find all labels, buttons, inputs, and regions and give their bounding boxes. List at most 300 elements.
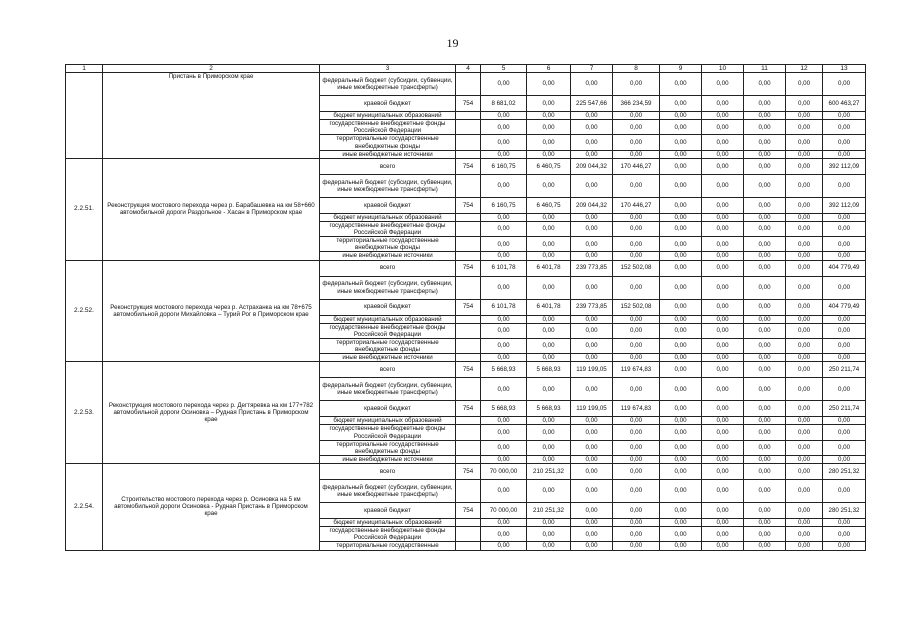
- amount-cell: 0,00: [613, 354, 660, 362]
- budget-code: [456, 527, 481, 542]
- amount-cell: 0,00: [786, 112, 823, 120]
- amount-cell: 0,00: [660, 174, 702, 197]
- amount-cell: 0,00: [527, 417, 571, 425]
- amount-cell: 0,00: [660, 542, 702, 550]
- funding-source: краевой бюджет: [320, 96, 456, 112]
- amount-cell: 0,00: [527, 323, 571, 338]
- amount-cell: 0,00: [481, 425, 527, 440]
- amount-cell: 0,00: [823, 73, 866, 96]
- amount-cell: 0,00: [571, 174, 613, 197]
- funding-source: федеральный бюджет (субсидии, субвенции, иные межбюджетные трансферты): [320, 378, 456, 401]
- amount-cell: 600 463,27: [823, 96, 866, 112]
- amount-cell: 0,00: [702, 323, 744, 338]
- amount-cell: 8 681,02: [481, 96, 527, 112]
- amount-cell: 0,00: [571, 135, 613, 150]
- amount-cell: 0,00: [744, 276, 786, 299]
- amount-cell: 0,00: [823, 480, 866, 503]
- amount-cell: 0,00: [571, 323, 613, 338]
- amount-cell: 0,00: [744, 252, 786, 260]
- amount-cell: 0,00: [527, 252, 571, 260]
- amount-cell: 0,00: [660, 417, 702, 425]
- amount-cell: 0,00: [527, 338, 571, 353]
- amount-cell: 404 779,49: [823, 299, 866, 315]
- amount-cell: 0,00: [702, 378, 744, 401]
- header-cell: 5: [481, 65, 527, 73]
- amount-cell: 0,00: [702, 135, 744, 150]
- amount-cell: 6 160,75: [481, 158, 527, 174]
- amount-cell: 0,00: [702, 221, 744, 236]
- amount-cell: 0,00: [744, 401, 786, 417]
- amount-cell: 0,00: [744, 362, 786, 378]
- funding-source: федеральный бюджет (субсидии, субвенции, иные межбюджетные трансферты): [320, 276, 456, 299]
- amount-cell: 0,00: [744, 112, 786, 120]
- item-code: 2.2.54.: [66, 464, 103, 551]
- amount-cell: 0,00: [823, 338, 866, 353]
- amount-cell: 6 101,78: [481, 299, 527, 315]
- amount-cell: 70 000,00: [481, 464, 527, 480]
- header-cell: 10: [702, 65, 744, 73]
- amount-cell: 0,00: [786, 252, 823, 260]
- budget-code: [456, 440, 481, 455]
- amount-cell: 0,00: [613, 503, 660, 519]
- funding-source: территориальные государственные: [320, 542, 456, 550]
- amount-cell: 0,00: [660, 276, 702, 299]
- header-cell: 13: [823, 65, 866, 73]
- amount-cell: 152 502,08: [613, 260, 660, 276]
- amount-cell: 0,00: [571, 73, 613, 96]
- amount-cell: 0,00: [571, 120, 613, 135]
- amount-cell: 0,00: [613, 480, 660, 503]
- amount-cell: 0,00: [481, 354, 527, 362]
- funding-source: всего: [320, 158, 456, 174]
- table-row: [66, 260, 866, 276]
- amount-cell: 0,00: [823, 417, 866, 425]
- item-code: 2.2.51.: [66, 158, 103, 260]
- amount-cell: 0,00: [481, 120, 527, 135]
- amount-cell: 0,00: [613, 135, 660, 150]
- amount-cell: 0,00: [823, 519, 866, 527]
- funding-source: иные внебюджетные источники: [320, 455, 456, 463]
- amount-cell: 0,00: [744, 96, 786, 112]
- amount-cell: 0,00: [702, 315, 744, 323]
- budget-code: 754: [456, 362, 481, 378]
- table-row: [66, 73, 866, 96]
- funding-source: федеральный бюджет (субсидии, субвенции, иные межбюджетные трансферты): [320, 174, 456, 197]
- amount-cell: 0,00: [786, 174, 823, 197]
- amount-cell: 0,00: [613, 252, 660, 260]
- funding-source: краевой бюджет: [320, 503, 456, 519]
- amount-cell: 0,00: [481, 455, 527, 463]
- budget-code: [456, 519, 481, 527]
- amount-cell: 0,00: [527, 237, 571, 252]
- funding-source: государственные внебюджетные фонды Российской Федерации: [320, 323, 456, 338]
- amount-cell: 0,00: [613, 73, 660, 96]
- amount-cell: 0,00: [823, 120, 866, 135]
- budget-code: 754: [456, 464, 481, 480]
- amount-cell: 0,00: [702, 150, 744, 158]
- amount-cell: 0,00: [660, 338, 702, 353]
- amount-cell: 0,00: [660, 221, 702, 236]
- amount-cell: 0,00: [660, 401, 702, 417]
- amount-cell: 0,00: [481, 338, 527, 353]
- amount-cell: 0,00: [481, 417, 527, 425]
- budget-code: [456, 237, 481, 252]
- header-cell: 6: [527, 65, 571, 73]
- amount-cell: 0,00: [786, 299, 823, 315]
- amount-cell: 170 446,27: [613, 158, 660, 174]
- budget-code: 754: [456, 197, 481, 213]
- funding-source: государственные внебюджетные фонды Российской Федерации: [320, 120, 456, 135]
- amount-cell: 0,00: [527, 527, 571, 542]
- amount-cell: 0,00: [571, 455, 613, 463]
- budget-code: 754: [456, 260, 481, 276]
- amount-cell: 0,00: [527, 315, 571, 323]
- amount-cell: 0,00: [571, 527, 613, 542]
- amount-cell: 404 779,49: [823, 260, 866, 276]
- funding-source: краевой бюджет: [320, 197, 456, 213]
- amount-cell: 0,00: [527, 455, 571, 463]
- header-cell: 8: [613, 65, 660, 73]
- amount-cell: 0,00: [744, 425, 786, 440]
- amount-cell: 0,00: [786, 542, 823, 550]
- amount-cell: 0,00: [786, 378, 823, 401]
- amount-cell: 0,00: [786, 213, 823, 221]
- amount-cell: 0,00: [660, 135, 702, 150]
- budget-code: [456, 417, 481, 425]
- funding-source: федеральный бюджет (субсидии, субвенции, иные межбюджетные трансферты): [320, 480, 456, 503]
- amount-cell: 0,00: [823, 378, 866, 401]
- funding-source: территориальные государственные внебюджетные фонды: [320, 440, 456, 455]
- amount-cell: 0,00: [786, 96, 823, 112]
- amount-cell: 0,00: [571, 213, 613, 221]
- amount-cell: 6 160,75: [481, 197, 527, 213]
- amount-cell: 0,00: [744, 440, 786, 455]
- amount-cell: 0,00: [702, 260, 744, 276]
- amount-cell: 0,00: [613, 323, 660, 338]
- funding-table: [65, 64, 866, 551]
- funding-source: краевой бюджет: [320, 299, 456, 315]
- amount-cell: 209 044,32: [571, 158, 613, 174]
- amount-cell: 210 251,32: [527, 503, 571, 519]
- amount-cell: 0,00: [613, 378, 660, 401]
- amount-cell: 0,00: [613, 237, 660, 252]
- funding-source: всего: [320, 464, 456, 480]
- amount-cell: 0,00: [660, 213, 702, 221]
- budget-code: 754: [456, 96, 481, 112]
- budget-code: [456, 315, 481, 323]
- amount-cell: 0,00: [702, 455, 744, 463]
- amount-cell: 0,00: [823, 252, 866, 260]
- amount-cell: 0,00: [823, 112, 866, 120]
- amount-cell: 0,00: [786, 527, 823, 542]
- amount-cell: 0,00: [481, 221, 527, 236]
- amount-cell: 0,00: [660, 252, 702, 260]
- amount-cell: 0,00: [571, 252, 613, 260]
- amount-cell: 0,00: [660, 158, 702, 174]
- amount-cell: 0,00: [527, 150, 571, 158]
- budget-code: [456, 150, 481, 158]
- funding-source: территориальные государственные внебюджетные фонды: [320, 135, 456, 150]
- amount-cell: 0,00: [660, 96, 702, 112]
- amount-cell: 0,00: [613, 221, 660, 236]
- funding-source: федеральный бюджет (субсидии, субвенции, иные межбюджетные трансферты): [320, 73, 456, 96]
- amount-cell: 0,00: [481, 480, 527, 503]
- amount-cell: 0,00: [702, 417, 744, 425]
- amount-cell: 5 668,93: [481, 401, 527, 417]
- amount-cell: 0,00: [823, 276, 866, 299]
- amount-cell: 280 251,32: [823, 503, 866, 519]
- amount-cell: 0,00: [702, 174, 744, 197]
- amount-cell: 210 251,32: [527, 464, 571, 480]
- funding-source: бюджет муниципальных образований: [320, 112, 456, 120]
- amount-cell: 0,00: [660, 440, 702, 455]
- amount-cell: 0,00: [702, 542, 744, 550]
- amount-cell: 0,00: [613, 112, 660, 120]
- item-description: Реконструкция мостового перехода через р. Барабашевка на км 58+660 автомобильной дороги Раздольное - Хасан в Приморском крае: [103, 158, 320, 260]
- amount-cell: 0,00: [571, 519, 613, 527]
- amount-cell: 0,00: [786, 362, 823, 378]
- item-description: Реконструкция мостового перехода через р. Астраханка на км 78+675 автомобильной дороги Михайловка – Турий Рог в Приморском крае: [103, 260, 320, 362]
- amount-cell: 239 773,85: [571, 299, 613, 315]
- amount-cell: 0,00: [744, 542, 786, 550]
- amount-cell: 392 112,09: [823, 158, 866, 174]
- page-number: 19: [446, 36, 459, 50]
- amount-cell: 0,00: [702, 237, 744, 252]
- amount-cell: 0,00: [660, 150, 702, 158]
- amount-cell: 0,00: [744, 323, 786, 338]
- amount-cell: 0,00: [571, 542, 613, 550]
- amount-cell: 225 547,66: [571, 96, 613, 112]
- amount-cell: 0,00: [744, 519, 786, 527]
- amount-cell: 0,00: [786, 237, 823, 252]
- amount-cell: 0,00: [702, 519, 744, 527]
- amount-cell: 0,00: [823, 213, 866, 221]
- amount-cell: 0,00: [571, 112, 613, 120]
- header-cell: 12: [786, 65, 823, 73]
- amount-cell: 0,00: [613, 519, 660, 527]
- budget-code: [456, 213, 481, 221]
- amount-cell: 0,00: [613, 417, 660, 425]
- amount-cell: 0,00: [702, 362, 744, 378]
- funding-source: иные внебюджетные источники: [320, 354, 456, 362]
- amount-cell: 0,00: [481, 315, 527, 323]
- amount-cell: 0,00: [744, 135, 786, 150]
- budget-code: [456, 354, 481, 362]
- funding-source: иные внебюджетные источники: [320, 150, 456, 158]
- amount-cell: 0,00: [702, 120, 744, 135]
- amount-cell: 0,00: [571, 480, 613, 503]
- amount-cell: 0,00: [823, 174, 866, 197]
- amount-cell: 0,00: [481, 150, 527, 158]
- amount-cell: 0,00: [744, 378, 786, 401]
- amount-cell: 0,00: [613, 338, 660, 353]
- amount-cell: 170 446,27: [613, 197, 660, 213]
- amount-cell: 0,00: [823, 237, 866, 252]
- budget-code: [456, 112, 481, 120]
- amount-cell: 0,00: [786, 503, 823, 519]
- amount-cell: 0,00: [660, 464, 702, 480]
- amount-cell: 0,00: [481, 135, 527, 150]
- item-description: Строительство мостового перехода через р. Осиновка на 5 км автомобильной дороги Осиновка - Рудная Пристань в Приморском крае: [103, 464, 320, 551]
- amount-cell: 6 460,75: [527, 197, 571, 213]
- amount-cell: 0,00: [660, 299, 702, 315]
- amount-cell: 6 101,78: [481, 260, 527, 276]
- amount-cell: 0,00: [786, 120, 823, 135]
- amount-cell: 0,00: [481, 542, 527, 550]
- amount-cell: 0,00: [744, 197, 786, 213]
- funding-source: территориальные государственные внебюджетные фонды: [320, 237, 456, 252]
- amount-cell: 6 401,78: [527, 260, 571, 276]
- amount-cell: 0,00: [744, 299, 786, 315]
- amount-cell: 0,00: [613, 425, 660, 440]
- amount-cell: 0,00: [660, 237, 702, 252]
- header-cell: 4: [456, 65, 481, 73]
- funding-source: государственные внебюджетные фонды Российской Федерации: [320, 221, 456, 236]
- amount-cell: 366 234,59: [613, 96, 660, 112]
- amount-cell: 0,00: [744, 221, 786, 236]
- amount-cell: 0,00: [823, 455, 866, 463]
- amount-cell: 0,00: [823, 221, 866, 236]
- item-description: Реконструкция мостового перехода через р. Дегтяревка на км 177+782 автомобильной дороги Осиновка – Рудная Пристань в Приморском крае: [103, 362, 320, 464]
- amount-cell: 0,00: [660, 425, 702, 440]
- amount-cell: 0,00: [702, 213, 744, 221]
- amount-cell: 0,00: [702, 73, 744, 96]
- amount-cell: 0,00: [527, 425, 571, 440]
- amount-cell: 0,00: [613, 455, 660, 463]
- amount-cell: 0,00: [702, 158, 744, 174]
- amount-cell: 0,00: [613, 440, 660, 455]
- amount-cell: 0,00: [527, 480, 571, 503]
- amount-cell: 0,00: [744, 338, 786, 353]
- amount-cell: 0,00: [527, 542, 571, 550]
- amount-cell: 239 773,85: [571, 260, 613, 276]
- amount-cell: 0,00: [481, 378, 527, 401]
- amount-cell: 0,00: [786, 480, 823, 503]
- amount-cell: 0,00: [744, 120, 786, 135]
- amount-cell: 0,00: [481, 73, 527, 96]
- amount-cell: 0,00: [660, 503, 702, 519]
- amount-cell: 0,00: [744, 260, 786, 276]
- budget-code: [456, 338, 481, 353]
- amount-cell: 0,00: [823, 315, 866, 323]
- amount-cell: 0,00: [527, 519, 571, 527]
- amount-cell: 0,00: [527, 96, 571, 112]
- amount-cell: 0,00: [786, 455, 823, 463]
- budget-code: [456, 120, 481, 135]
- item-description: Пристань в Приморском крае: [103, 73, 320, 159]
- budget-code: 754: [456, 158, 481, 174]
- amount-cell: 0,00: [613, 527, 660, 542]
- funding-source: всего: [320, 362, 456, 378]
- amount-cell: 0,00: [660, 378, 702, 401]
- amount-cell: 0,00: [571, 276, 613, 299]
- budget-code: [456, 135, 481, 150]
- funding-source: территориальные государственные внебюджетные фонды: [320, 338, 456, 353]
- amount-cell: 0,00: [823, 150, 866, 158]
- amount-cell: 0,00: [823, 135, 866, 150]
- amount-cell: 119 199,05: [571, 362, 613, 378]
- header-cell: 3: [320, 65, 456, 73]
- amount-cell: 0,00: [786, 158, 823, 174]
- funding-source: государственные внебюджетные фонды Российской Федерации: [320, 425, 456, 440]
- item-code: 2.2.52.: [66, 260, 103, 362]
- amount-cell: 0,00: [571, 425, 613, 440]
- amount-cell: 0,00: [571, 417, 613, 425]
- amount-cell: 119 199,05: [571, 401, 613, 417]
- amount-cell: 0,00: [660, 354, 702, 362]
- amount-cell: 0,00: [613, 150, 660, 158]
- amount-cell: 5 668,93: [527, 362, 571, 378]
- amount-cell: 0,00: [744, 150, 786, 158]
- amount-cell: 0,00: [660, 455, 702, 463]
- amount-cell: 0,00: [660, 197, 702, 213]
- amount-cell: 0,00: [744, 455, 786, 463]
- amount-cell: 0,00: [786, 315, 823, 323]
- amount-cell: 0,00: [744, 174, 786, 197]
- amount-cell: 0,00: [527, 276, 571, 299]
- funding-source: государственные внебюджетные фонды Российской Федерации: [320, 527, 456, 542]
- amount-cell: 6 401,78: [527, 299, 571, 315]
- amount-cell: 0,00: [481, 252, 527, 260]
- amount-cell: 0,00: [786, 221, 823, 236]
- amount-cell: 0,00: [660, 323, 702, 338]
- header-cell: 1: [66, 65, 103, 73]
- header-cell: 2: [103, 65, 320, 73]
- amount-cell: 0,00: [571, 338, 613, 353]
- amount-cell: 280 251,32: [823, 464, 866, 480]
- amount-cell: 0,00: [786, 197, 823, 213]
- amount-cell: 0,00: [702, 527, 744, 542]
- amount-cell: 0,00: [823, 527, 866, 542]
- amount-cell: 0,00: [786, 150, 823, 158]
- amount-cell: 0,00: [744, 237, 786, 252]
- amount-cell: 0,00: [823, 440, 866, 455]
- amount-cell: 0,00: [613, 542, 660, 550]
- amount-cell: 6 460,75: [527, 158, 571, 174]
- amount-cell: 0,00: [786, 519, 823, 527]
- amount-cell: 0,00: [786, 401, 823, 417]
- amount-cell: 0,00: [786, 417, 823, 425]
- item-code: 2.2.53.: [66, 362, 103, 464]
- budget-code: [456, 252, 481, 260]
- amount-cell: 0,00: [571, 378, 613, 401]
- amount-cell: 0,00: [481, 440, 527, 455]
- amount-cell: 0,00: [823, 425, 866, 440]
- funding-source: бюджет муниципальных образований: [320, 417, 456, 425]
- table-row: [66, 362, 866, 378]
- amount-cell: 5 668,93: [527, 401, 571, 417]
- amount-cell: 0,00: [481, 174, 527, 197]
- amount-cell: 0,00: [786, 323, 823, 338]
- budget-code: [456, 221, 481, 236]
- amount-cell: 0,00: [702, 338, 744, 353]
- amount-cell: 0,00: [527, 213, 571, 221]
- amount-cell: 0,00: [786, 276, 823, 299]
- amount-cell: 0,00: [823, 354, 866, 362]
- amount-cell: 0,00: [660, 527, 702, 542]
- amount-cell: 0,00: [744, 503, 786, 519]
- amount-cell: 0,00: [702, 480, 744, 503]
- amount-cell: 0,00: [481, 519, 527, 527]
- amount-cell: 0,00: [481, 527, 527, 542]
- table-body: [66, 65, 866, 551]
- amount-cell: 0,00: [481, 213, 527, 221]
- amount-cell: 0,00: [702, 425, 744, 440]
- amount-cell: 0,00: [660, 362, 702, 378]
- amount-cell: 209 044,32: [571, 197, 613, 213]
- amount-cell: 0,00: [571, 221, 613, 236]
- amount-cell: 0,00: [786, 425, 823, 440]
